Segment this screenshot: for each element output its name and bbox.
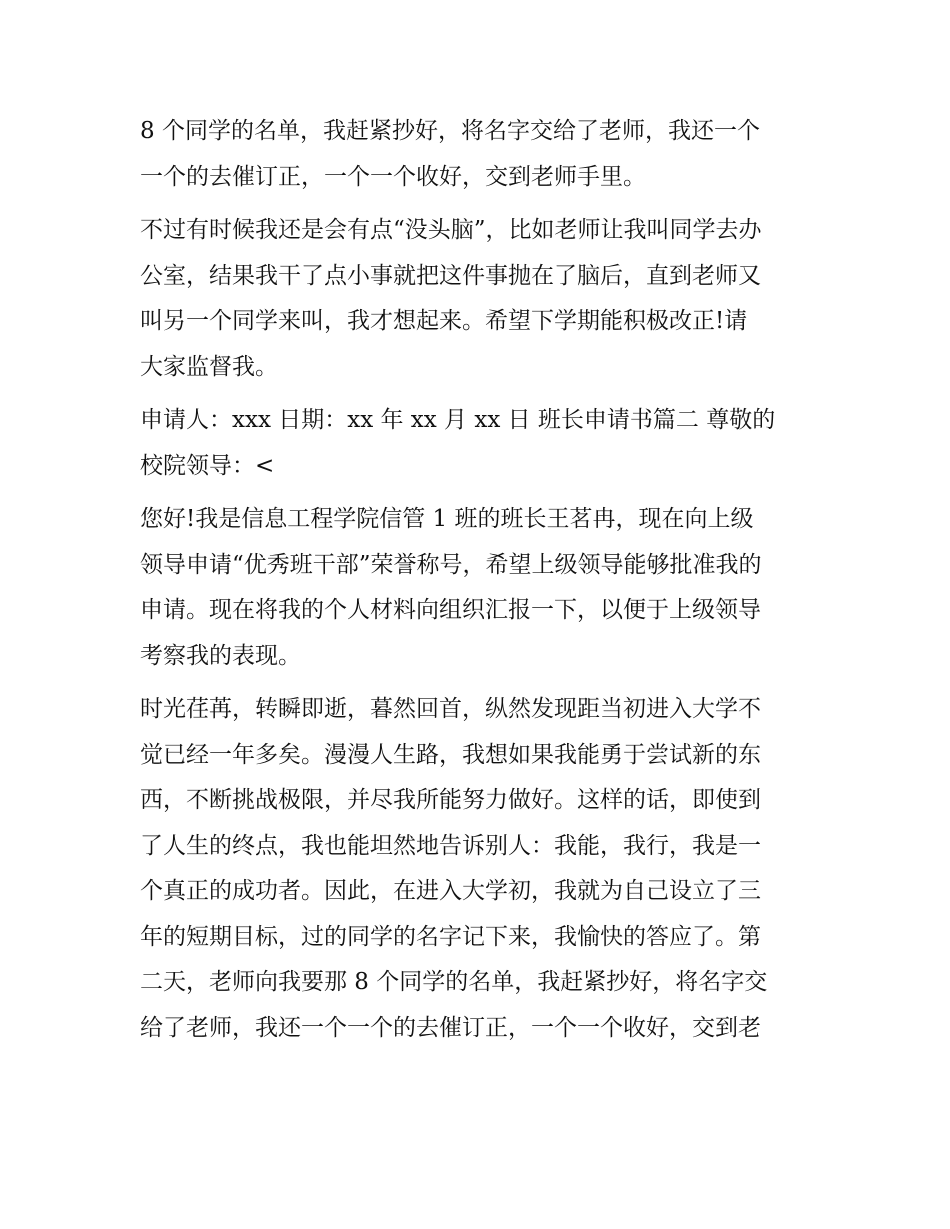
text-line: 西，不断挑战极限，并尽我所能努力做好。这样的话，即使到 — [140, 787, 761, 813]
text-line: 申请人：xxx 日期：xx 年 xx 月 xx 日 班长申请书篇二 尊敬的 — [140, 407, 776, 433]
paragraph-3 — [140, 398, 820, 489]
text-line: 考察我的表现。 — [140, 642, 301, 669]
text-line: 觉已经一年多矣。漫漫人生路，我想如果我能勇于尝试新的东 — [140, 741, 761, 768]
paragraph-4 — [140, 497, 820, 679]
text-line: 不过有时候我还是会有点“没头脑”，比如老师让我叫同学去办 — [140, 217, 762, 243]
text-line: 时光荏苒，转瞬即逝，暮然回首，纵然发现距当初进入大学不 — [140, 696, 761, 722]
paragraph-2 — [140, 208, 820, 390]
text-line: 领导申请“优秀班干部”荣誉称号，希望上级领导能够批准我的 — [140, 551, 762, 578]
text-line: 一个的去催订正，一个一个收好，交到老师手里。 — [140, 163, 646, 190]
text-line: 您好!我是信息工程学院信管 1 班的班长王茗冉，现在向上级 — [140, 506, 754, 532]
text-line: 叫另一个同学来叫，我才想起来。希望下学期能积极改正!请 — [140, 308, 748, 334]
paragraph-5 — [140, 687, 820, 1051]
text-line: 年的短期目标，过的同学的名字记下来，我愉快的答应了。第 — [140, 923, 761, 950]
document-body — [140, 109, 820, 1051]
text-line: 给了老师，我还一个一个的去催订正，一个一个收好，交到老 — [140, 1014, 761, 1041]
text-line: 8 个同学的名单，我赶紧抄好，将名字交给了老师，我还一个 — [140, 118, 760, 144]
text-line: 了人生的终点，我也能坦然地告诉别人：我能，我行，我是一 — [140, 832, 761, 859]
paragraph-1 — [140, 109, 820, 200]
text-line: 公室，结果我干了点小事就把这件事抛在了脑后，直到老师又 — [140, 262, 761, 289]
text-line: 校院领导：< — [140, 452, 275, 479]
text-line: 申请。现在将我的个人材料向组织汇报一下，以便于上级领导 — [140, 597, 761, 623]
text-line: 二天，老师向我要那 8 个同学的名单，我赶紧抄好，将名字交 — [140, 969, 768, 995]
text-line: 个真正的成功者。因此，在进入大学初，我就为自己设立了三 — [140, 878, 761, 904]
text-line: 大家监督我。 — [140, 353, 278, 380]
